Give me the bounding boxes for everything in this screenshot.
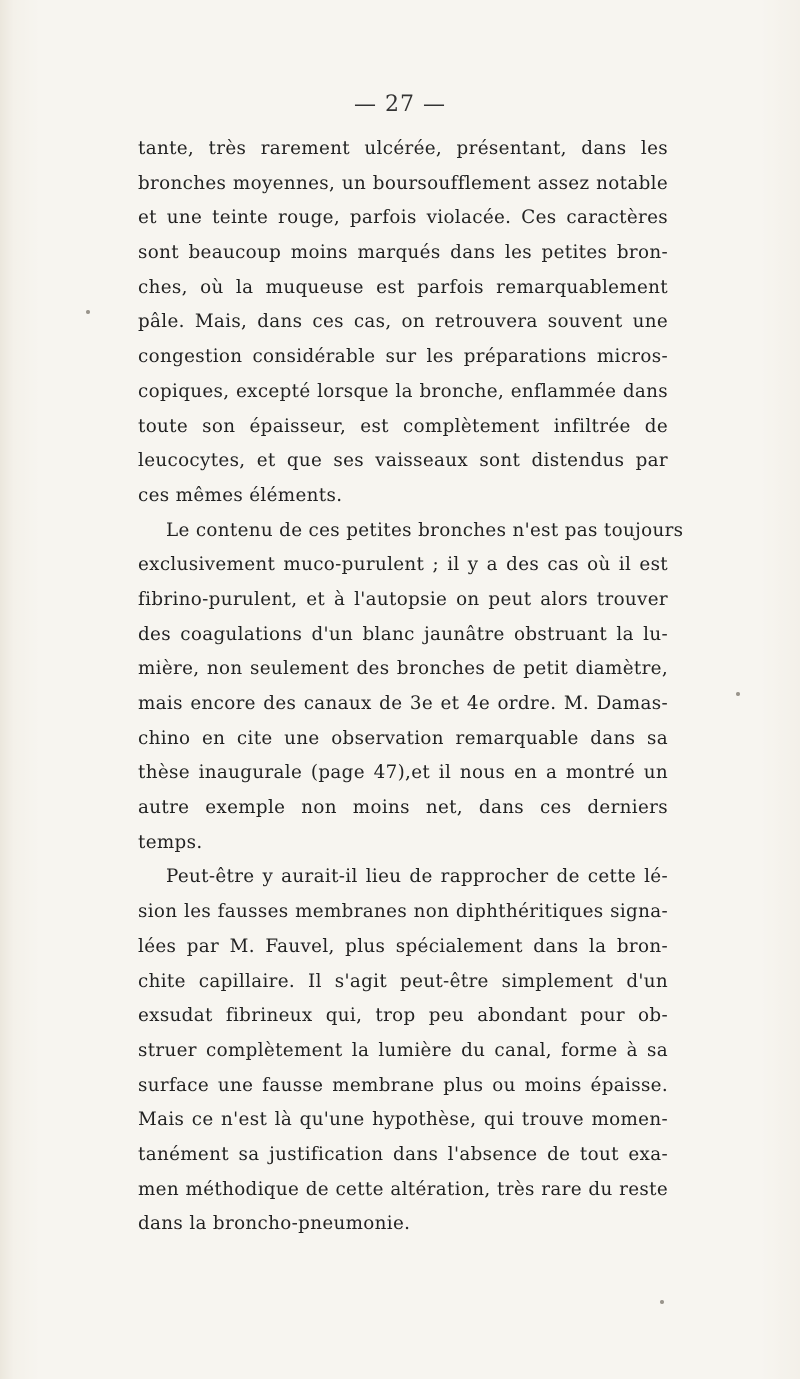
page-number: — 27 —	[354, 92, 446, 117]
text-line: exsudat fibrineux qui, trop peu abondant pour ob-	[138, 1005, 668, 1027]
text-line: men méthodique de cette altération, très rare du reste	[138, 1178, 668, 1200]
text-line: des coagulations d'un blanc jaunâtre obstruant la lu-	[138, 623, 668, 645]
text-line: tante, très rarement ulcérée, présentant, dans les	[138, 138, 668, 159]
text-line: ces mêmes éléments.	[138, 484, 343, 506]
text-line: lées par M. Fauvel, plus spécialement dans la bron-	[138, 935, 668, 957]
paper-speck	[86, 310, 90, 314]
text-line: fibrino-purulent, et à l'autopsie on peut alors trouver	[138, 588, 668, 610]
text-line: toute son épaisseur, est complètement infiltrée de	[138, 415, 668, 437]
text-line: tanément sa justification dans l'absence de tout exa-	[138, 1143, 668, 1165]
paragraph-2	[138, 514, 684, 861]
text-line: temps.	[138, 831, 203, 853]
text-line: dans la broncho-pneumonie.	[138, 1213, 411, 1235]
text-line: bronches moyennes, un boursoufflement assez notable	[138, 172, 668, 194]
text-line: surface une fausse membrane plus ou moins épaisse.	[138, 1074, 668, 1096]
text-line: sion les fausses membranes non diphthéritiques signa-	[138, 901, 668, 923]
text-line: struer complètement la lumière du canal, forme à sa	[138, 1039, 668, 1061]
text-line: ches, où la muqueuse est parfois remarquablement	[138, 276, 668, 298]
text-line: exclusivement muco-purulent ; il y a des cas où il est	[138, 554, 668, 576]
paragraph-3	[138, 860, 668, 1242]
text-line: congestion considérable sur les préparations micros-	[138, 346, 668, 368]
text-line: Mais ce n'est là qu'une hypothèse, qui trouve momen-	[138, 1109, 668, 1131]
text-line: mière, non seulement des bronches de petit diamètre,	[138, 658, 668, 680]
text-line: et une teinte rouge, parfois violacée. Ces caractères	[138, 207, 668, 229]
text-line: sont beaucoup moins marqués dans les petites bron-	[138, 242, 668, 264]
body-text	[138, 132, 684, 1242]
text-line: chite capillaire. Il s'agit peut-être simplement d'un	[138, 970, 668, 992]
text-line: thèse inaugurale (page 47),et il nous en a montré un	[138, 762, 668, 784]
text-line: copiques, excepté lorsque la bronche, enflammée dans	[138, 380, 668, 402]
text-line: autre exemple non moins net, dans ces derniers	[138, 797, 668, 819]
text-line: mais encore des canaux de 3e et 4e ordre. M. Damas-	[138, 693, 668, 714]
text-line: Peut-être y aurait-il lieu de rapprocher de cette lé-	[166, 866, 668, 888]
paragraph-1	[138, 132, 668, 514]
text-line: Le contenu de ces petites bronches n'est pas toujours	[166, 519, 684, 541]
text-line: leucocytes, et que ses vaisseaux sont distendus par	[138, 450, 668, 472]
paper-speck	[660, 1300, 664, 1304]
text-line: pâle. Mais, dans ces cas, on retrouvera souvent une	[138, 311, 668, 333]
text-line: chino en cite une observation remarquable dans sa	[138, 727, 668, 749]
paper-speck	[736, 692, 740, 696]
